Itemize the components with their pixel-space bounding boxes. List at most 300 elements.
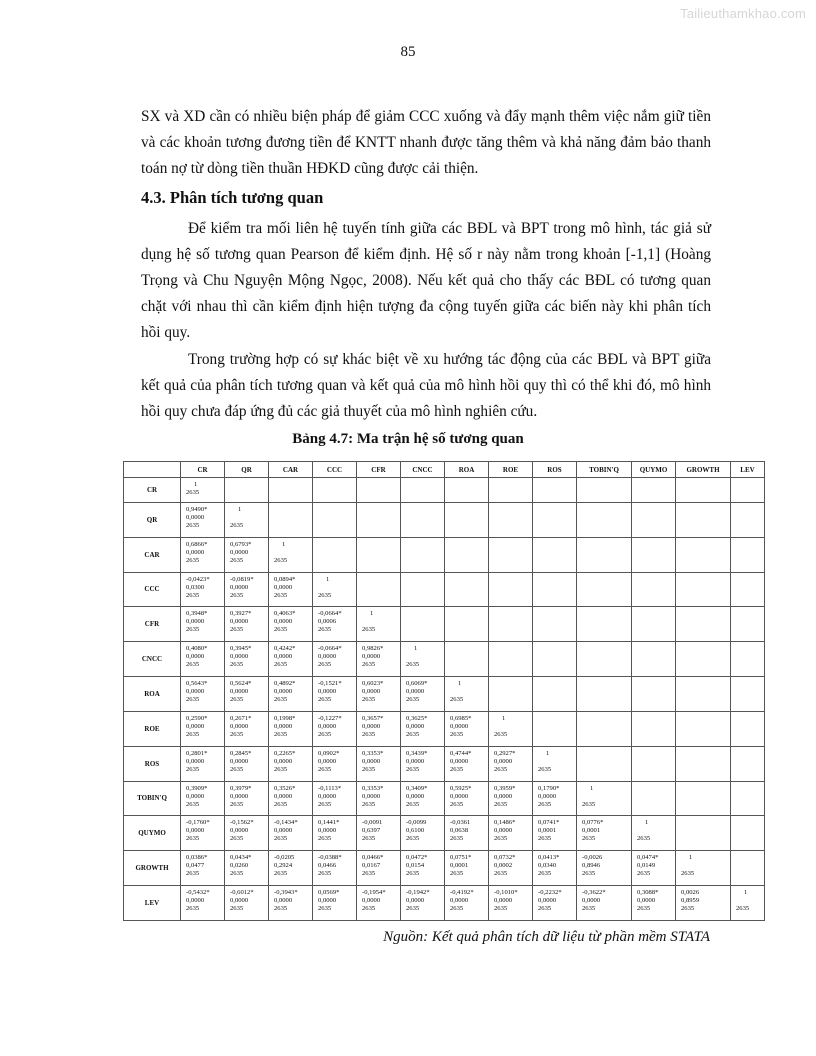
p-value: 0,0260 <box>230 862 249 870</box>
correlation-cell <box>357 781 401 816</box>
row-header: CR <box>124 478 181 503</box>
p-value: 0,0000 <box>230 827 249 835</box>
correlation-coefficient: 0,3979* <box>230 784 252 792</box>
table-row <box>124 816 765 851</box>
correlation-coefficient: 0,0751* <box>450 854 472 862</box>
correlation-coefficient: -0,2232* <box>538 888 562 896</box>
table-row <box>124 537 765 572</box>
table-header-row <box>124 462 765 478</box>
observation-count: 2635 <box>318 591 332 599</box>
correlation-cell <box>181 885 225 920</box>
table-row <box>124 677 765 712</box>
empty-cell <box>731 746 765 781</box>
correlation-cell <box>225 607 269 642</box>
row-header: QR <box>124 502 181 537</box>
correlation-coefficient: -0,5432* <box>186 888 210 896</box>
empty-cell <box>731 851 765 886</box>
correlation-cell <box>225 642 269 677</box>
correlation-cell <box>225 677 269 712</box>
diagonal-value: 1 <box>458 680 462 688</box>
empty-cell <box>357 537 401 572</box>
correlation-cell <box>445 851 489 886</box>
observation-count: 2635 <box>362 626 376 634</box>
spacer <box>736 897 764 905</box>
empty-cell <box>676 677 731 712</box>
observation-count: 2635 <box>450 870 464 878</box>
observation-count: 2635 <box>230 661 244 669</box>
row-header: ROA <box>124 677 181 712</box>
spacer <box>274 549 312 557</box>
row-header: CCC <box>124 572 181 607</box>
correlation-cell <box>313 851 357 886</box>
empty-cell <box>676 537 731 572</box>
column-header: ROA <box>445 462 489 478</box>
empty-cell <box>577 502 632 537</box>
empty-cell <box>445 502 489 537</box>
empty-cell <box>533 607 577 642</box>
correlation-coefficient: 0,3409* <box>406 784 428 792</box>
observation-count: 2635 <box>274 591 288 599</box>
spacer <box>494 723 532 731</box>
observation-count: 2635 <box>230 696 244 704</box>
observation-count: 2635 <box>362 730 376 738</box>
empty-cell <box>313 502 357 537</box>
diagonal-cell <box>269 537 313 572</box>
corner-cell <box>124 462 181 478</box>
correlation-coefficient: 0,0894* <box>274 575 296 583</box>
empty-cell <box>731 711 765 746</box>
observation-count: 2635 <box>406 730 420 738</box>
row-header: CNCC <box>124 642 181 677</box>
table-row <box>124 642 765 677</box>
empty-cell <box>533 677 577 712</box>
empty-cell <box>632 537 676 572</box>
correlation-coefficient: -0,0423* <box>186 575 210 583</box>
row-header: LEV <box>124 885 181 920</box>
p-value: 0,0000 <box>450 757 469 765</box>
correlation-cell <box>269 851 313 886</box>
p-value: 0,0000 <box>406 792 425 800</box>
correlation-cell <box>357 885 401 920</box>
p-value: 0,0000 <box>406 688 425 696</box>
p-value: 0,0000 <box>186 513 205 521</box>
observation-count: 2635 <box>637 904 651 912</box>
correlation-cell <box>225 572 269 607</box>
correlation-cell <box>269 642 313 677</box>
empty-cell <box>676 502 731 537</box>
row-header: ROE <box>124 711 181 746</box>
observation-count: 2635 <box>450 696 464 704</box>
correlation-matrix-table <box>123 461 765 921</box>
correlation-coefficient: -0,0664* <box>318 610 342 618</box>
diagonal-cell <box>313 572 357 607</box>
correlation-coefficient: 0,0472* <box>406 854 428 862</box>
correlation-coefficient: 0,0741* <box>538 819 560 827</box>
p-value: 0,0000 <box>494 896 513 904</box>
correlation-coefficient: -0,4192* <box>450 888 474 896</box>
row-header: ROS <box>124 746 181 781</box>
row-header: CFR <box>124 607 181 642</box>
diagonal-cell <box>225 502 269 537</box>
p-value: 0,0000 <box>406 757 425 765</box>
observation-count: 2635 <box>274 661 288 669</box>
p-value: 0,0477 <box>186 862 205 870</box>
observation-count: 2635 <box>274 835 288 843</box>
observation-count: 2635 <box>186 696 200 704</box>
correlation-coefficient: 0,3948* <box>186 610 208 618</box>
correlation-coefficient: -0,1113* <box>318 784 342 792</box>
p-value: 0,0000 <box>538 792 557 800</box>
empty-cell <box>489 478 533 503</box>
p-value: 0,0000 <box>318 896 337 904</box>
correlation-coefficient: 0,6023* <box>362 680 384 688</box>
empty-cell <box>676 607 731 642</box>
p-value: 0,0000 <box>582 896 601 904</box>
correlation-cell <box>489 851 533 886</box>
empty-cell <box>577 478 632 503</box>
correlation-coefficient: -0,0388* <box>318 854 342 862</box>
observation-count: 2635 <box>186 870 200 878</box>
observation-count: 2635 <box>406 800 420 808</box>
correlation-cell <box>313 607 357 642</box>
diagonal-cell <box>577 781 632 816</box>
correlation-coefficient: 0,1486* <box>494 819 516 827</box>
column-header: QR <box>225 462 269 478</box>
p-value: 0,0000 <box>230 722 249 730</box>
diagonal-value: 1 <box>238 505 242 513</box>
p-value: 0,0000 <box>362 688 381 696</box>
correlation-coefficient: 0,4242* <box>274 645 296 653</box>
observation-count: 2635 <box>736 904 750 912</box>
p-value: 0,0149 <box>637 862 656 870</box>
observation-count: 2635 <box>450 800 464 808</box>
correlation-cell <box>269 607 313 642</box>
empty-cell <box>676 781 731 816</box>
paragraph-2: Để kiểm tra mối liên hệ tuyến tính giữa các BĐL và BPT trong mô hình, tác giả sử dụng hệ số tương quan Pearson để kiểm định. Hệ số r này nằm trong khoản [-1,1] (Hoàng Trọng và Chu Nguyện Mộng Ngọc, 2008). Nếu kết quả cho thấy các BĐL có tương quan chặt với nhau thì cần kiểm định hiện tượng đa cộng tuyến giữa các biến này khi phân tích hồi quy. <box>141 220 711 341</box>
column-header: CCC <box>313 462 357 478</box>
observation-count: 2635 <box>230 870 244 878</box>
empty-cell <box>533 572 577 607</box>
correlation-coefficient: 0,2671* <box>230 714 252 722</box>
correlation-cell <box>225 781 269 816</box>
empty-cell <box>401 537 445 572</box>
empty-cell <box>357 572 401 607</box>
correlation-cell <box>181 746 225 781</box>
observation-count: 2635 <box>582 800 596 808</box>
correlation-coefficient: 0,2265* <box>274 749 296 757</box>
observation-count: 2635 <box>406 661 420 669</box>
correlation-coefficient: 0,0776* <box>582 819 604 827</box>
correlation-coefficient: -0,0026 <box>582 854 603 862</box>
p-value: 0,0167 <box>362 862 381 870</box>
correlation-cell <box>313 642 357 677</box>
empty-cell <box>445 607 489 642</box>
observation-count: 2635 <box>494 870 508 878</box>
correlation-coefficient: 0,3909* <box>186 784 208 792</box>
correlation-cell <box>225 711 269 746</box>
p-value: 0,0000 <box>450 792 469 800</box>
p-value: 0,0300 <box>186 583 205 591</box>
correlation-cell <box>313 781 357 816</box>
correlation-coefficient: 0,3945* <box>230 645 252 653</box>
empty-cell <box>489 607 533 642</box>
row-header: GROWTH <box>124 851 181 886</box>
observation-count: 2635 <box>681 870 695 878</box>
row-header: TOBIN'Q <box>124 781 181 816</box>
p-value: 0,0000 <box>406 722 425 730</box>
p-value: 0,0002 <box>494 862 513 870</box>
table-row <box>124 851 765 886</box>
table-row <box>124 711 765 746</box>
correlation-coefficient: 0,4744* <box>450 749 472 757</box>
correlation-cell <box>445 816 489 851</box>
observation-count: 2635 <box>538 904 552 912</box>
correlation-cell <box>269 677 313 712</box>
empty-cell <box>313 537 357 572</box>
observation-count: 2635 <box>274 556 288 564</box>
p-value: 0,0000 <box>274 896 293 904</box>
observation-count: 2635 <box>230 556 244 564</box>
observation-count: 2635 <box>318 800 332 808</box>
correlation-cell <box>269 711 313 746</box>
observation-count: 2635 <box>406 765 420 773</box>
p-value: 0,0000 <box>274 757 293 765</box>
observation-count: 2635 <box>230 800 244 808</box>
correlation-cell <box>181 642 225 677</box>
empty-cell <box>269 478 313 503</box>
correlation-coefficient: 0,0902* <box>318 749 340 757</box>
correlation-coefficient: -0,3622* <box>582 888 606 896</box>
diagonal-value: 1 <box>645 819 649 827</box>
correlation-coefficient: 0,6866* <box>186 540 208 548</box>
correlation-cell <box>357 642 401 677</box>
correlation-coefficient: 0,2927* <box>494 749 516 757</box>
observation-count: 2635 <box>494 765 508 773</box>
correlation-cell <box>357 677 401 712</box>
correlation-cell <box>577 851 632 886</box>
correlation-cell <box>632 885 676 920</box>
observation-count: 2635 <box>318 730 332 738</box>
correlation-cell <box>225 816 269 851</box>
p-value: 0,0000 <box>274 688 293 696</box>
empty-cell <box>577 607 632 642</box>
correlation-cell <box>357 711 401 746</box>
correlation-coefficient: -0,1760* <box>186 819 210 827</box>
correlation-coefficient: 0,9826* <box>362 645 384 653</box>
empty-cell <box>731 502 765 537</box>
empty-cell <box>401 478 445 503</box>
correlation-cell <box>445 711 489 746</box>
empty-cell <box>731 478 765 503</box>
correlation-cell <box>225 885 269 920</box>
empty-cell <box>632 781 676 816</box>
correlation-cell <box>181 607 225 642</box>
correlation-cell <box>357 851 401 886</box>
correlation-coefficient: 0,0026 <box>681 888 700 896</box>
correlation-coefficient: 0,2845* <box>230 749 252 757</box>
p-value: 0,0000 <box>230 618 249 626</box>
empty-cell <box>357 502 401 537</box>
correlation-coefficient: -0,1434* <box>274 819 298 827</box>
diagonal-value: 1 <box>414 645 418 653</box>
empty-cell <box>676 572 731 607</box>
spacer <box>362 618 400 626</box>
correlation-cell <box>313 885 357 920</box>
correlation-cell <box>577 816 632 851</box>
spacer <box>450 688 488 696</box>
empty-cell <box>632 746 676 781</box>
table-row <box>124 607 765 642</box>
p-value: 0,0000 <box>274 618 293 626</box>
empty-cell <box>445 572 489 607</box>
column-header: ROE <box>489 462 533 478</box>
empty-cell <box>676 478 731 503</box>
column-header: CAR <box>269 462 313 478</box>
correlation-cell <box>489 816 533 851</box>
correlation-cell <box>225 537 269 572</box>
correlation-cell <box>181 851 225 886</box>
empty-cell <box>632 677 676 712</box>
observation-count: 2635 <box>681 904 695 912</box>
p-value: 0,0000 <box>274 653 293 661</box>
observation-count: 2635 <box>582 904 596 912</box>
empty-cell <box>731 607 765 642</box>
p-value: 0,0001 <box>582 827 601 835</box>
correlation-coefficient: 0,3625* <box>406 714 428 722</box>
p-value: 0,0000 <box>318 688 337 696</box>
correlation-cell <box>445 781 489 816</box>
p-value: 0,0000 <box>318 792 337 800</box>
empty-cell <box>225 478 269 503</box>
correlation-coefficient: 0,3927* <box>230 610 252 618</box>
observation-count: 2635 <box>186 521 200 529</box>
column-header: GROWTH <box>676 462 731 478</box>
observation-count: 2635 <box>274 800 288 808</box>
empty-cell <box>533 642 577 677</box>
column-header: CFR <box>357 462 401 478</box>
correlation-cell <box>181 816 225 851</box>
correlation-coefficient: 0,3526* <box>274 784 296 792</box>
correlation-cell <box>632 851 676 886</box>
correlation-coefficient: 0,1998* <box>274 714 296 722</box>
correlation-cell <box>401 677 445 712</box>
observation-count: 2635 <box>186 904 200 912</box>
empty-cell <box>731 572 765 607</box>
table-row <box>124 478 765 503</box>
correlation-coefficient: 0,4063* <box>274 610 296 618</box>
spacer <box>406 653 444 661</box>
observation-count: 2635 <box>274 765 288 773</box>
observation-count: 2635 <box>362 696 376 704</box>
correlation-coefficient: -0,1954* <box>362 888 386 896</box>
diagonal-cell <box>181 478 225 503</box>
observation-count: 2635 <box>318 904 332 912</box>
column-header: CNCC <box>401 462 445 478</box>
correlation-cell <box>533 885 577 920</box>
paragraph-1: SX và XD cần có nhiều biện pháp để giảm CCC xuống và đẩy mạnh thêm việc nắm giữ tiền và các khoản tương đương tiền để KNTT nhanh được tăng thêm và khả năng đảm bảo thanh toán nợ từ dòng tiền thuần HĐKD cũng được cải thiện. <box>141 108 711 177</box>
empty-cell <box>676 816 731 851</box>
observation-count: 2635 <box>230 626 244 634</box>
p-value: 0,0000 <box>186 653 205 661</box>
diagonal-value: 1 <box>502 714 506 722</box>
watermark: Tailieuthamkhao.com <box>680 6 806 21</box>
observation-count: 2635 <box>274 904 288 912</box>
correlation-cell <box>401 781 445 816</box>
observation-count: 2635 <box>538 870 552 878</box>
empty-cell <box>445 642 489 677</box>
correlation-coefficient: -0,1010* <box>494 888 518 896</box>
correlation-cell <box>533 816 577 851</box>
correlation-coefficient: 0,0466* <box>362 854 384 862</box>
p-value: 0,0000 <box>230 653 249 661</box>
correlation-coefficient: 0,5643* <box>186 680 208 688</box>
correlation-coefficient: 0,3439* <box>406 749 428 757</box>
row-header: QUYMO <box>124 816 181 851</box>
empty-cell <box>632 642 676 677</box>
p-value: 0,8946 <box>582 862 601 870</box>
p-value: 0,6100 <box>406 827 425 835</box>
observation-count: 2635 <box>582 835 596 843</box>
correlation-coefficient: 0,2801* <box>186 749 208 757</box>
empty-cell <box>632 478 676 503</box>
diagonal-value: 1 <box>282 540 286 548</box>
correlation-cell <box>181 677 225 712</box>
diagonal-value: 1 <box>194 481 198 488</box>
correlation-coefficient: 0,4892* <box>274 680 296 688</box>
correlation-cell <box>225 851 269 886</box>
observation-count: 2635 <box>318 870 332 878</box>
observation-count: 2635 <box>318 835 332 843</box>
correlation-cell <box>313 816 357 851</box>
correlation-coefficient: 0,5925* <box>450 784 472 792</box>
observation-count: 2635 <box>186 591 200 599</box>
correlation-cell <box>225 746 269 781</box>
empty-cell <box>401 572 445 607</box>
observation-count: 2635 <box>362 661 376 669</box>
empty-cell <box>731 816 765 851</box>
correlation-coefficient: 0,0474* <box>637 854 659 862</box>
observation-count: 2635 <box>494 800 508 808</box>
empty-cell <box>731 537 765 572</box>
correlation-cell <box>181 537 225 572</box>
empty-cell <box>489 502 533 537</box>
empty-cell <box>401 607 445 642</box>
empty-cell <box>401 502 445 537</box>
observation-count: 2635 <box>274 626 288 634</box>
p-value: 0,0000 <box>450 896 469 904</box>
diagonal-cell <box>676 851 731 886</box>
correlation-coefficient: 0,3353* <box>362 749 384 757</box>
correlation-coefficient: 0,0569* <box>318 888 340 896</box>
empty-cell <box>489 677 533 712</box>
p-value: 0,0000 <box>318 653 337 661</box>
correlation-coefficient: -0,0091 <box>362 819 383 827</box>
empty-cell <box>533 502 577 537</box>
p-value: 0,0340 <box>538 862 557 870</box>
p-value: 0,0000 <box>186 618 205 626</box>
correlation-cell <box>313 746 357 781</box>
p-value: 0,0001 <box>538 827 557 835</box>
observation-count: 2635 <box>230 765 244 773</box>
correlation-coefficient: -0,0664* <box>318 645 342 653</box>
p-value: 0,0000 <box>230 757 249 765</box>
observation-count: 2635 <box>186 489 200 496</box>
empty-cell <box>676 711 731 746</box>
column-header: TOBIN'Q <box>577 462 632 478</box>
diagonal-cell <box>731 885 765 920</box>
diagonal-cell <box>489 711 533 746</box>
diagonal-value: 1 <box>744 888 748 896</box>
